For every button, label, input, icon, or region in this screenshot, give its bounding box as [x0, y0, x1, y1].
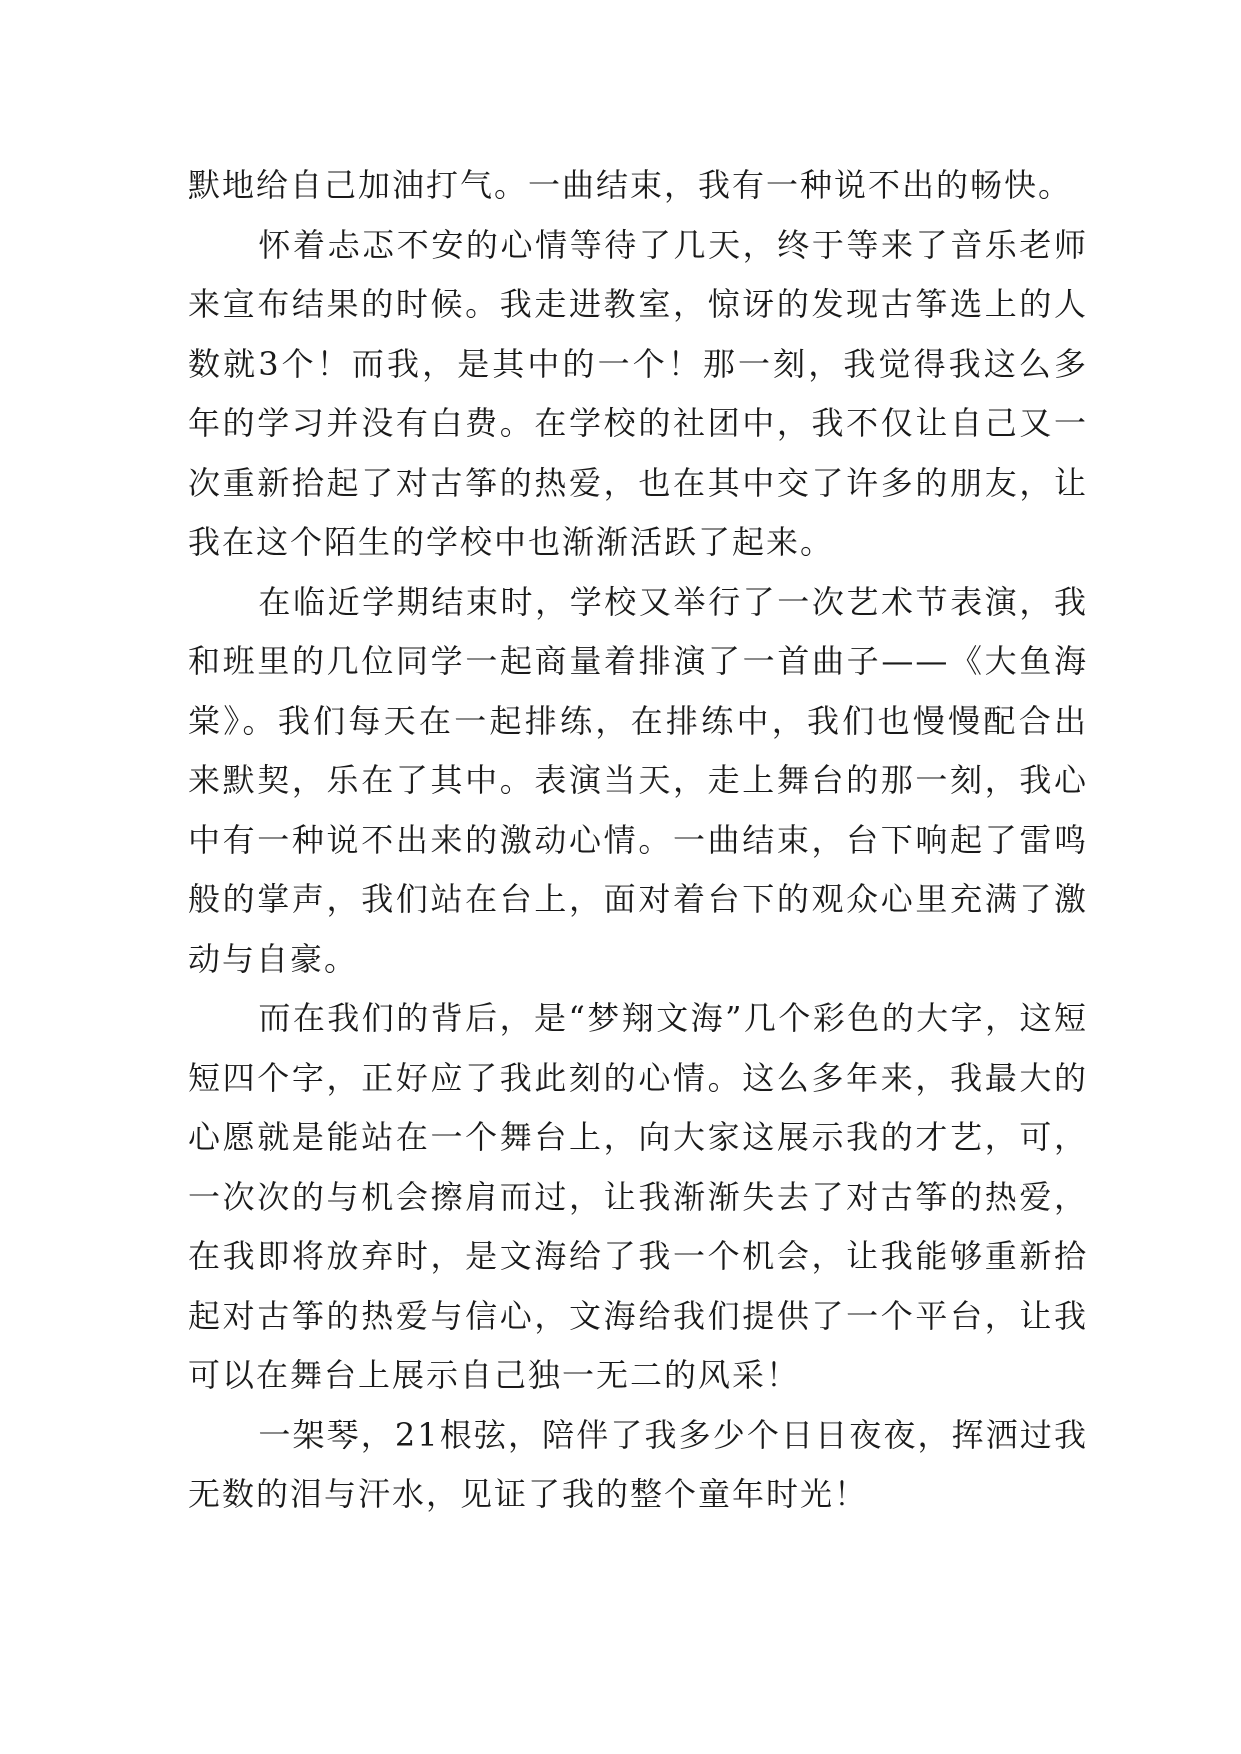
paragraph-2: 怀着忐忑不安的心情等待了几天，终于等来了音乐老师来宣布结果的时候。我走进教室，惊讶的发现古筝选上的人数就3个！而我，是其中的一个！那一刻，我觉得我这么多年的学习并没有白费。在学校的社团中，我不仅让自己又一次重新拾起了对古筝的热爱，也在其中交了许多的朋友，让我在这个陌生的学校中也渐渐活跃了起来。	[188, 225, 1088, 561]
paragraph-3: 在临近学期结束时，学校又举行了一次艺术节表演，我和班里的几位同学一起商量着排演了一首曲子——《大鱼海棠》。我们每天在一起排练，在排练中，我们也慢慢配合出来默契，乐在了其中。表演当天，走上舞台的那一刻，我心中有一种说不出来的激动心情。一曲结束，台下响起了雷鸣般的掌声，我们站在台上，面对着台下的观众心里充满了激动与自豪。	[188, 582, 1088, 978]
paragraph-5: 一架琴，21根弦，陪伴了我多少个日日夜夜，挥洒过我无数的泪与汗水，见证了我的整个童年时光！	[188, 1415, 1088, 1513]
paragraph-1: 默地给自己加油打气。一曲结束，我有一种说不出的畅快。	[188, 166, 1073, 204]
paragraph-4: 而在我们的背后，是“梦翔文海”几个彩色的大字，这短短四个字，正好应了我此刻的心情。这么多年来，我最大的心愿就是能站在一个舞台上，向大家这展示我的才艺，可，一次次的与机会擦肩而过，让我渐渐失去了对古筝的热爱，在我即将放弃时，是文海给了我一个机会，让我能够重新拾起对古筝的热爱与信心，文海给我们提供了一个平台，让我可以在舞台上展示自己独一无二的风采！	[188, 999, 1088, 1394]
document-body	[188, 156, 1088, 1525]
